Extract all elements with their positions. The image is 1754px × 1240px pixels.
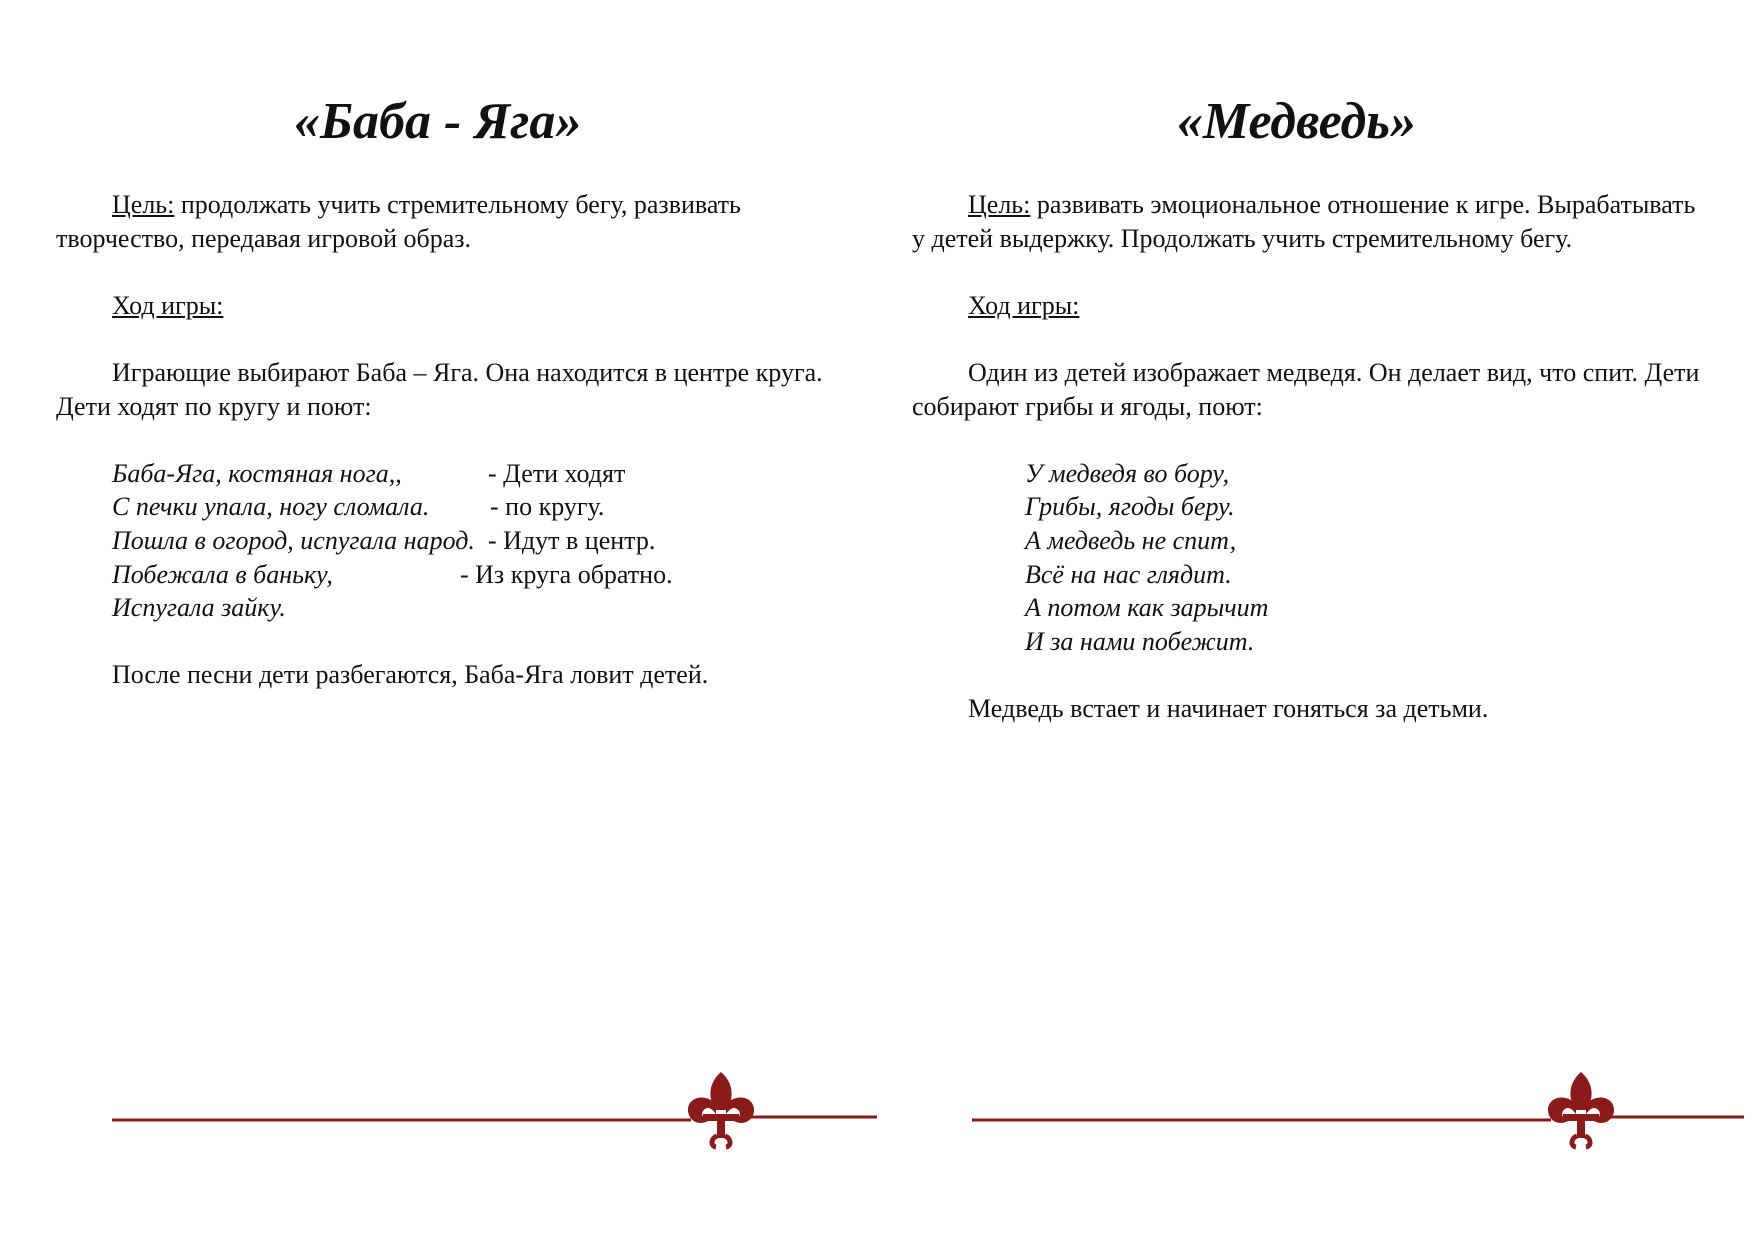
verse-lyric: Грибы, ягоды беру. [1025,492,1235,522]
page-content [56,188,846,726]
verse-lyric: Всё на нас глядит. [1025,559,1232,589]
verse-line [1025,558,1712,592]
verse-line [1025,457,1712,491]
verse-lyric: У медведя во бору, [1025,458,1230,488]
verse-lyric: Испугала зайку. [112,593,286,623]
verse-lyric: Пошла в огород, испугала народ. [112,525,475,555]
intro-paragraph: Один из детей изображает медведя. Он делает вид, что спит. Дети собирают грибы и ягоды, поют: [912,357,1700,421]
goal-text: развивать эмоциональное отношение к игре. Вырабатывать у детей выдержку. Продолжать учить стремительному бегу. [912,190,1696,253]
verse-lyric: А медведь не спит, [1025,525,1237,555]
verse-block [912,457,1712,659]
ornament-divider [0,1060,877,1150]
verse-lyric: А потом как зарычит [1025,593,1269,623]
right-page [877,0,1754,1240]
course-heading [912,289,1712,323]
fleur-de-lis-icon [1548,1072,1614,1147]
goal-label: Цель: [112,190,175,219]
course-label: Ход игры: [968,290,1080,320]
course-heading [56,289,846,323]
verse-lyric: С печки упала, ногу сломала. [112,492,430,522]
verse-note: - Дети ходят [488,458,626,488]
verse-line [1025,524,1712,558]
page-title: «Медведь» [1177,93,1417,150]
verse-line [112,591,846,625]
verse-note: - Идут в центр. [488,525,656,555]
page-title: «Баба - Яга» [294,93,582,150]
verse-line [1025,490,1712,524]
goal-paragraph [912,188,1712,255]
goal-label: Цель: [968,190,1031,219]
verse-line [112,457,846,491]
goal-text: продолжать учить стремительному бегу, развивать творчество, передавая игровой образ. [56,190,741,253]
verse-line [112,558,846,592]
ornament-divider [877,1060,1754,1150]
verse-line [1025,625,1712,659]
fleur-de-lis-icon [688,1072,754,1147]
verse-lyric: Баба-Яга, костяная нога,, [112,458,402,488]
outro-paragraph: Медведь встает и начинает гоняться за детьми. [968,693,1489,723]
outro-paragraph: После песни дети разбегаются, Баба-Яга ловит детей. [112,660,709,690]
verse-lyric: И за нами побежит. [1025,626,1255,656]
verse-line [112,524,846,558]
verse-block [56,457,846,625]
goal-paragraph [56,188,846,255]
verse-line [112,490,846,524]
verse-note: - Из круга обратно. [460,559,673,589]
verse-lyric: Побежала в баньку, [112,559,333,589]
verse-note: - по кругу. [490,492,605,522]
intro-paragraph: Играющие выбирают Баба – Яга. Она находится в центре круга. Дети ходят по кругу и поют: [56,357,823,421]
verse-line [1025,591,1712,625]
course-label: Ход игры: [112,290,224,320]
page-content [912,188,1712,759]
